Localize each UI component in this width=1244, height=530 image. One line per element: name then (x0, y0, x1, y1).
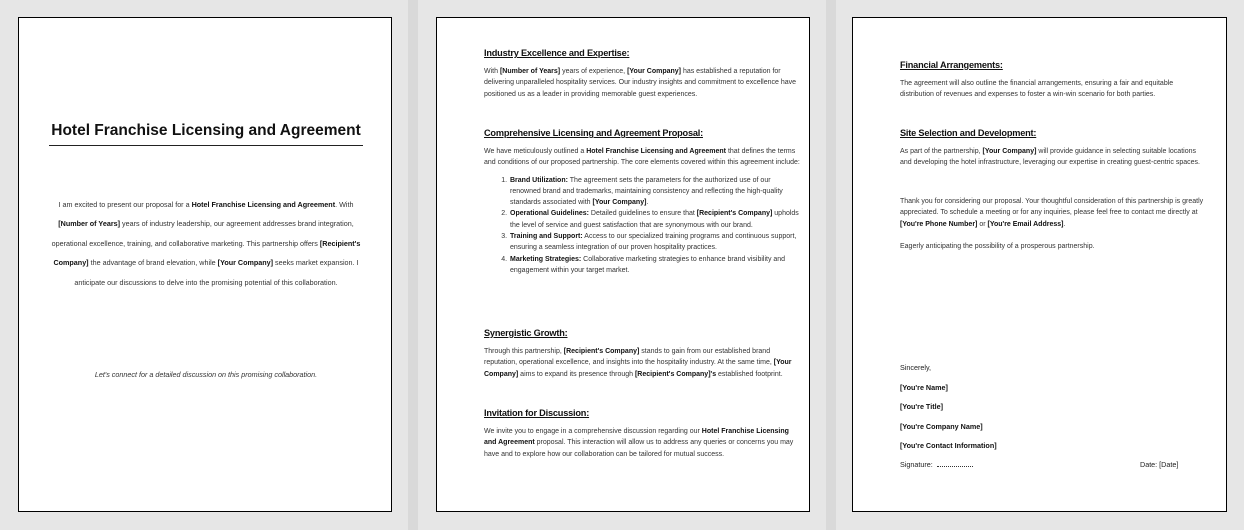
placeholder-your-company: [Your Company] (484, 359, 792, 378)
placeholder-years: [Number of Years] (58, 219, 121, 229)
document-page-1 (18, 17, 392, 512)
document-title: Hotel Franchise Licensing and Agreement (49, 122, 363, 146)
signer-title: [You're Title] (900, 402, 943, 411)
section-heading: Industry Excellence and Expertise: (484, 48, 630, 58)
section-synergy (484, 328, 800, 380)
text-run: established footprint. (716, 370, 783, 378)
document-page-2 (436, 17, 810, 512)
sincerely-line: Sincerely, (900, 363, 932, 372)
list-item (509, 175, 800, 209)
section-site (900, 128, 1208, 169)
text-run: that defines the terms and conditions of our proposed partnership. The core elements covered within this agreement include: (484, 148, 800, 167)
anticipate-line: Eagerly anticipating the possibility of a prosperous partnership. (900, 243, 1095, 250)
section-paragraph (484, 66, 800, 100)
section-heading: Synergistic Growth: (484, 328, 568, 338)
signer-contact: [You're Contact Information] (900, 441, 997, 450)
text-run: stands to gain from our established brand reputation, operational excellence, and insights into the hospitality industry. At the same time, (484, 348, 774, 367)
thanks-paragraph-block (900, 196, 1208, 230)
closing-line: Let's connect for a detailed discussion on this promising collaboration. (94, 370, 318, 379)
placeholder-your-company: [Your Company] (982, 148, 1037, 155)
placeholder-recipient-company: [Recipient's Company] (563, 348, 640, 355)
thanks-paragraph (900, 196, 1208, 230)
agreement-name: Hotel Franchise Licensing and Agreement (586, 148, 726, 155)
section-heading: Financial Arrangements: (900, 60, 1003, 70)
text-run: We have meticulously outlined a (484, 148, 587, 155)
list-item (509, 254, 800, 277)
section-paragraph: The agreement will also outline the financial arrangements, ensuring a fair and equitable distribution of revenues and expenses to foster a win-win scenario for both parties. (900, 80, 1174, 99)
text-run: proposal. This interaction will allow us to address any queries or concerns you may have and to explore how our collaboration can be tailored for mutual success. (484, 439, 794, 458)
text-run: . (1063, 220, 1066, 228)
intro-paragraph (47, 195, 365, 292)
text-run: has established a reputation for delivering unparalleled hospitality services. Our industry insights and commitment to excellence have positioned us as a leader in providing memorable guest experiences. (484, 68, 797, 98)
list-item (509, 231, 800, 254)
item-label: Operational Guidelines: (510, 210, 589, 218)
signer-company: [You're Company Name] (900, 422, 983, 431)
section-industry (484, 48, 800, 100)
core-elements-list (484, 175, 800, 277)
text-run: or (977, 220, 988, 228)
text-run: As part of the partnership, (900, 148, 983, 155)
list-item (509, 208, 800, 231)
intro-text: I am excited to present our proposal for a (58, 200, 192, 209)
agreement-name: Hotel Franchise Licensing and Agreement (484, 428, 789, 447)
placeholder-your-company: [Your Company] (592, 199, 647, 207)
section-invitation (484, 408, 800, 460)
text-run: We invite you to engage in a comprehensive discussion regarding our (484, 428, 702, 435)
section-heading: Comprehensive Licensing and Agreement Proposal: (484, 128, 703, 138)
section-paragraph (484, 146, 800, 169)
placeholder-years: [Number of Years] (499, 68, 561, 75)
page-column-1 (0, 0, 408, 530)
item-label: Brand Utilization: (510, 176, 568, 184)
intro-text: seeks market expansion. I anticipate our discussions to delve into the promising potential of this collaboration. (74, 258, 359, 287)
section-paragraph (484, 426, 800, 460)
section-paragraph (900, 146, 1208, 169)
placeholder-your-company: [Your Company] (217, 258, 274, 268)
section-licensing (484, 128, 800, 276)
placeholder-phone: [You're Phone Number] (900, 220, 978, 228)
text-run: Thank you for considering our proposal. Your thoughtful consideration of this partnership is greatly appreciated. To schedule a meeting or for any inquiries, please feel free to contact me directly at (900, 198, 1204, 217)
text-run: will provide guidance in selecting suitable locations and developing the hotel infrastructure, leveraging our expertise in creating guest-centric spaces. (900, 148, 1201, 167)
item-text: Collaborative marketing strategies to enhance brand visibility and engagement within your target market. (510, 255, 786, 274)
signature-label: Signature: (900, 460, 933, 469)
item-text: Access to our specialized training programs and continuous support, ensuring a seamless integration of our proven hospitality practices. (510, 233, 797, 252)
item-text: Detailed guidelines to ensure that (588, 210, 697, 218)
item-label: Training and Support: (510, 233, 583, 241)
placeholder-recipient-company: [Recipient's Company]'s (634, 370, 717, 378)
anticipate-block (900, 241, 1208, 252)
intro-text: years of industry leadership, our agreement addresses brand integration, operational excellence, training, and collaborative marketing. This partnership offers (51, 219, 354, 248)
item-text: The agreement sets the parameters for the authorized use of our renowned brand and trademarks, maintaining consistency and reflecting the high-quality standards associated with (510, 176, 783, 207)
signature-line (900, 460, 973, 469)
item-text: . (646, 199, 649, 207)
text-run: Through this partnership, (484, 348, 564, 355)
text-run: years of experience, (560, 68, 628, 75)
placeholder-email: [You're Email Address] (987, 220, 1064, 228)
text-run: With (484, 68, 500, 75)
page-column-3 (836, 0, 1244, 530)
intro-text: . With (335, 200, 354, 209)
signer-name: [You're Name] (900, 383, 948, 392)
signature-blank (937, 466, 973, 467)
date-line: Date: [Date] (1140, 460, 1179, 469)
section-paragraph (484, 346, 800, 380)
section-financial (900, 60, 1208, 101)
placeholder-recipient-company: [Recipient's Company] (696, 210, 773, 218)
section-heading: Invitation for Discussion: (484, 408, 590, 418)
intro-text: the advantage of brand elevation, while (88, 258, 218, 268)
section-heading: Site Selection and Development: (900, 128, 1037, 138)
placeholder-recipient-company: [Recipient's Company] (53, 238, 361, 268)
page-column-2 (418, 0, 826, 530)
text-run: aims to expand its presence through (518, 370, 635, 378)
placeholder-your-company: [Your Company] (627, 68, 681, 75)
agreement-name: Hotel Franchise Licensing and Agreement (191, 200, 336, 209)
item-label: Marketing Strategies: (510, 255, 582, 263)
item-text: upholds the level of service and guest satisfaction that are synonymous with our brand. (510, 210, 799, 229)
document-page-3 (852, 17, 1227, 512)
